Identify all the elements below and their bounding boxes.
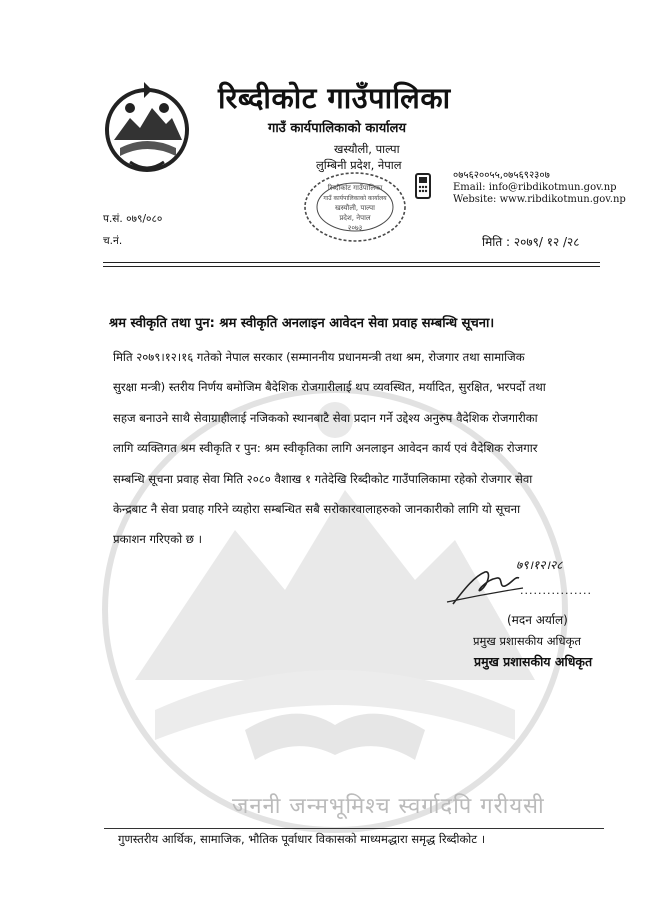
- stamp-text-1: रिब्दीकोट गाउँपालिका: [327, 184, 383, 192]
- office-stamp: [300, 168, 410, 246]
- government-emblem-icon: [100, 78, 195, 178]
- body-line: प्रकाशन गरिएको छ ।: [113, 532, 202, 546]
- chalan-number: च.नं.: [103, 235, 123, 247]
- stamp-text-2: गाउँ कार्यपालिकाको कार्यालय: [323, 195, 387, 202]
- body-line: केन्द्रबाट नै सेवा प्रवाह गरिने व्यहोरा सम्बन्धित सबै सरोकारवालाहरुको जानकारीको लागि यो सूचना: [113, 502, 521, 516]
- header-divider: [103, 262, 600, 263]
- email-text: Email: info@ribdikotmun.gov.np: [453, 182, 617, 193]
- stamp-text-4: प्रदेश, नेपाल: [339, 214, 371, 222]
- body-line: लागि व्यक्तिगत श्रम स्वीकृति र पुन: श्रम स्वीकृतिका लागि अनलाइन आवेदन कार्य एवं वैदेशिक रोजगार: [113, 441, 538, 455]
- reference-number: प.सं. ०७९/०८०: [103, 213, 163, 225]
- designation-stamp: प्रमुख प्रशासकीय अधिकृत: [474, 654, 593, 669]
- phone-numbers: ०७५६२००५५,०७५६९२३०७: [453, 170, 550, 181]
- body-line: सम्बन्धि सूचना प्रवाह सेवा मिति २०८० वैशाख १ गतेदेखि रिब्दीकोट गाउँपालिकामा रहेको रोजगार सेवा: [113, 472, 533, 486]
- website-text: Website: www.ribdikotmun.gov.np: [453, 194, 626, 205]
- signature-date: ७९।१२।२८: [516, 558, 563, 572]
- header-divider-thin: [103, 266, 600, 267]
- body-line: मिति २०७९।१२।१६ गतेको नेपाल सरकार (सम्माननीय प्रधानमन्त्री तथा श्रम, रोजगार तथा सामाजिक: [113, 350, 525, 364]
- stamp-text-5: २०७३: [347, 224, 363, 232]
- watermark-motto: जननी जन्मभूमिश्च स्वर्गादपि गरीयसी: [232, 794, 545, 819]
- letter-date: मिति : २०७९/ १२ /२८: [482, 235, 580, 249]
- stamp-text-3: खस्यौली, पाल्पा: [335, 204, 375, 212]
- signature-line: ................: [520, 584, 592, 597]
- footer-divider: [104, 828, 604, 829]
- notice-subject: श्रम स्वीकृति तथा पुन: श्रम स्वीकृति अनलाइन आवेदन सेवा प्रवाह सम्बन्धि सूचना।: [109, 316, 495, 331]
- signer-name: (मदन अर्याल): [507, 613, 568, 627]
- contact-block: [453, 170, 626, 206]
- body-line: सुरक्षा मन्त्री) स्तरीय निर्णय बमोजिम बैदेशिक रोजगारीलाई थप व्यवस्थित, मर्यादित, सुरक्षित, भरपर्दो तथा: [113, 380, 546, 394]
- office-subtitle: गाउँ कार्यपालिकाको कार्यालय: [268, 121, 406, 136]
- signer-designation: प्रमुख प्रशासकीय अधिकृत: [473, 634, 581, 648]
- address-line-1: खस्यौली, पाल्पा: [334, 142, 400, 156]
- body-line: सहज बनाउने साथै सेवाग्राहीलाई नजिकको स्थानबाटै सेवा प्रदान गर्ने उद्देश्य अनुरुप वैदेशिक रोजगारीका: [113, 411, 538, 425]
- phone-icon: [413, 172, 433, 200]
- address-line-2: लुम्बिनी प्रदेश, नेपाल: [316, 158, 402, 172]
- footer-slogan: गुणस्तरीय आर्थिक, सामाजिक, भौतिक पूर्वाधार विकासको माध्यमद्धारा समृद्ध रिब्दीकोट ।: [118, 832, 486, 846]
- office-name: रिब्दीकोट गाउँपालिका: [218, 81, 451, 115]
